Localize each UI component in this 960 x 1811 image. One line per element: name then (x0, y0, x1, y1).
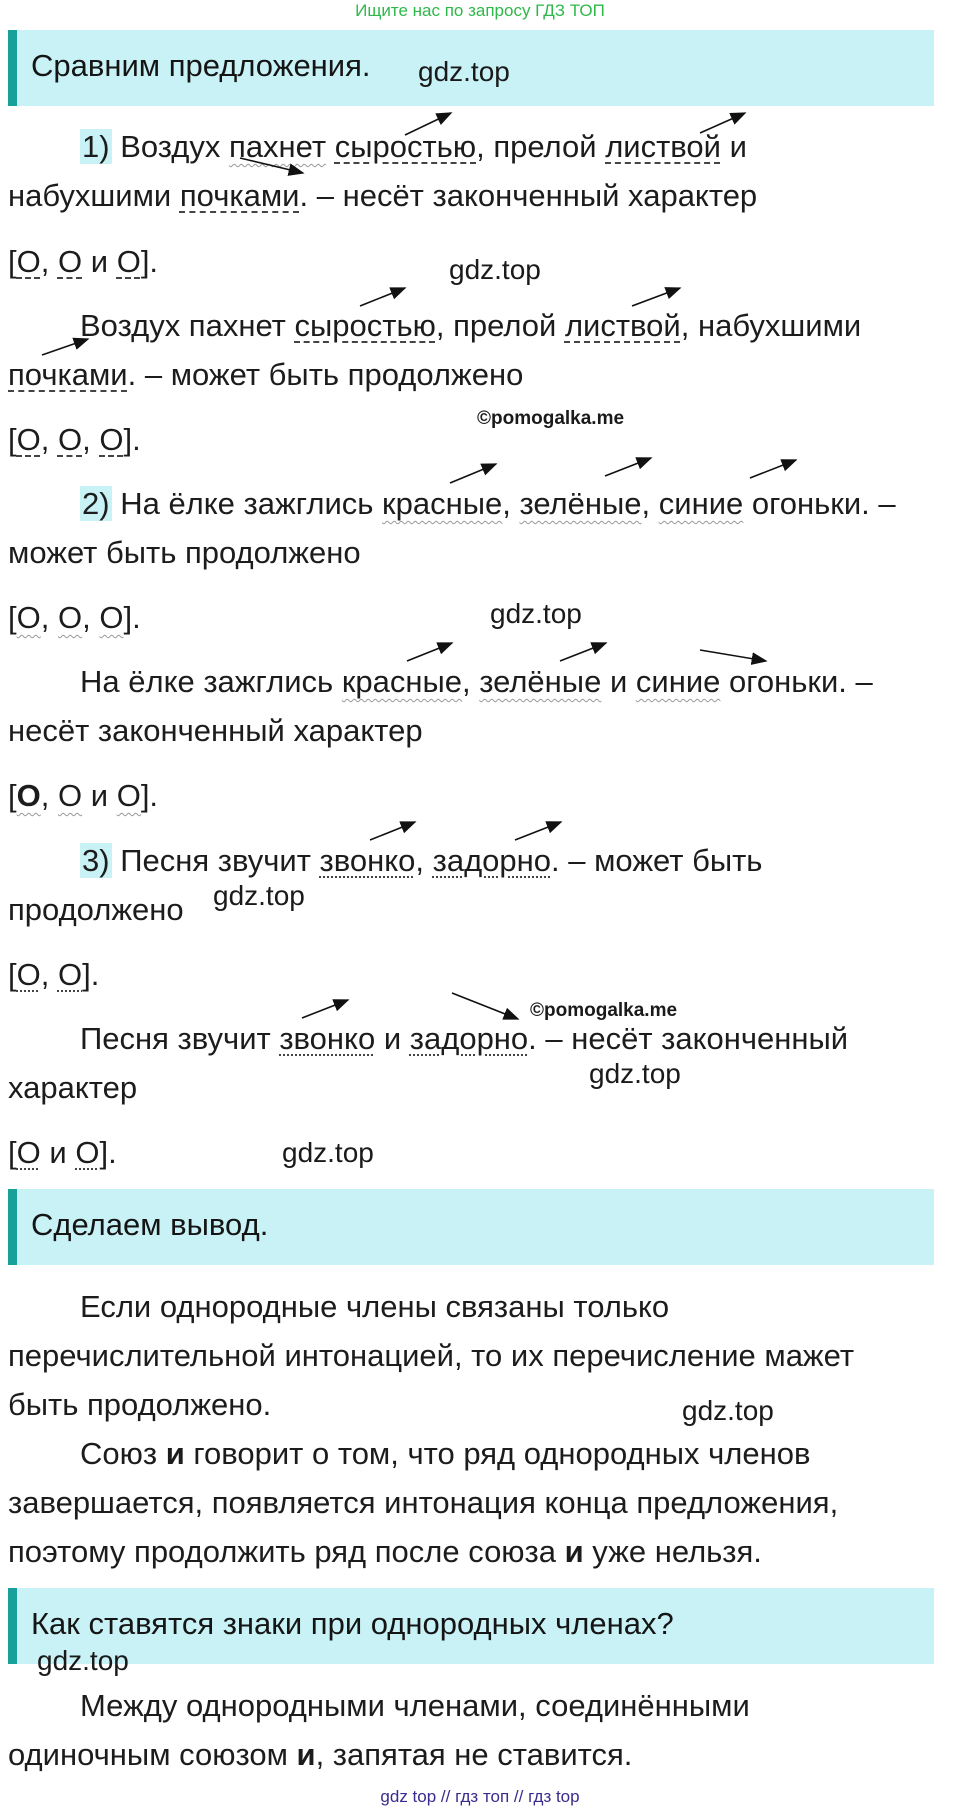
ex3-a-line1: 3) Песня звучит звонко, задорно. – может быть (82, 843, 763, 878)
watermark-gdz: gdz.top (589, 1058, 681, 1089)
ex2-a-schema: [О, О, О]. (8, 600, 141, 635)
conclusion-p2-line2: завершается, появляется интонация конца предложения, (8, 1485, 839, 1520)
conclusion-p2-line1: Союз и говорит о том, что ряд однородных членов (80, 1436, 811, 1471)
arrow-icon (407, 643, 452, 661)
arrow-icon (700, 650, 766, 661)
arrow-icon (302, 1000, 348, 1018)
watermark-gdz: gdz.top (490, 598, 582, 629)
arrow-icon (42, 339, 88, 355)
watermark-gdz: gdz.top (37, 1645, 129, 1676)
watermark-gdz: gdz.top (213, 880, 305, 911)
ex2-b-line2: несёт законченный характер (8, 713, 423, 748)
ex2-a-line2: может быть продолжено (8, 535, 361, 570)
watermark-pomogalka: ©pomogalka.me (530, 1000, 678, 1021)
ex3-a-schema: [О, О]. (8, 957, 100, 992)
arrow-icon (360, 288, 405, 306)
watermark-gdz: gdz.top (449, 254, 541, 285)
ex1-a-line2: набухшими почками. – несёт законченный характер (8, 178, 758, 213)
watermark-pomogalka: ©pomogalka.me (477, 408, 625, 429)
arrow-icon (560, 643, 606, 661)
arrow-icon (240, 158, 303, 173)
ex3-b-line1: Песня звучит звонко и задорно. – несёт законченный (80, 1021, 849, 1056)
ex1-number: 1) (82, 129, 110, 164)
punct-line1: Между однородными членами, соединёнными (80, 1688, 750, 1723)
ex3-b-line2: характер (8, 1070, 138, 1105)
arrow-icon (370, 822, 415, 840)
ex1-b-line2: почками. – может быть продолжено (8, 357, 524, 392)
ex2-b-schema: [О, О и О]. (8, 778, 159, 813)
arrow-icon (632, 288, 680, 306)
top-banner: Ищите нас по запросу ГДЗ ТОП (355, 1, 605, 20)
conclusion-p1-line1: Если однородные члены связаны только (80, 1289, 670, 1324)
ex2-a-line1: 2) На ёлке зажглись красные, зелёные, синие огоньки. – (82, 486, 896, 521)
arrow-icon (405, 113, 451, 135)
ex2-b-line1: На ёлке зажглись красные, зелёные и синие огоньки. – (80, 664, 873, 699)
arrow-icon (700, 113, 745, 133)
ex3-b-schema: [О и О]. (8, 1135, 117, 1170)
ex1-a-schema: [О, О и О]. (8, 244, 159, 279)
ex3-number: 3) (82, 843, 110, 878)
conclusion-p2-line3: поэтому продолжить ряд после союза и уже нельзя. (8, 1534, 762, 1569)
ex3-a-line2: продолжено (8, 892, 184, 927)
arrow-icon (452, 993, 518, 1019)
arrow-icon (605, 458, 651, 476)
section-title: Как ставятся знаки при однородных членах? (31, 1606, 674, 1641)
section-title: Сделаем вывод. (31, 1207, 269, 1242)
ex1-b-line1: Воздух пахнет сыростью, прелой листвой, набухшими (80, 308, 862, 343)
section-title: Сравним предложения. (31, 48, 371, 83)
watermark-gdz: gdz.top (282, 1137, 374, 1168)
conclusion-p1-line2: перечислительной интонацией, то их перечисление мажет (8, 1338, 855, 1373)
watermark-gdz: gdz.top (682, 1395, 774, 1426)
watermark-gdz: gdz.top (418, 56, 510, 87)
ex2-number: 2) (82, 486, 110, 521)
ex1-a-line1: 1) Воздух пахнет сыростью, прелой листвой и (82, 129, 747, 164)
arrow-icon (515, 822, 561, 840)
punct-line2: одиночным союзом и, запятая не ставится. (8, 1737, 633, 1772)
arrow-icon (450, 464, 496, 483)
ex1-b-schema: [О, О, О]. (8, 422, 141, 457)
bottom-banner: gdz top // гдз топ // гдз top (380, 1787, 580, 1806)
conclusion-p1-line3: быть продолжено. (8, 1387, 272, 1422)
arrow-icon (750, 460, 796, 478)
